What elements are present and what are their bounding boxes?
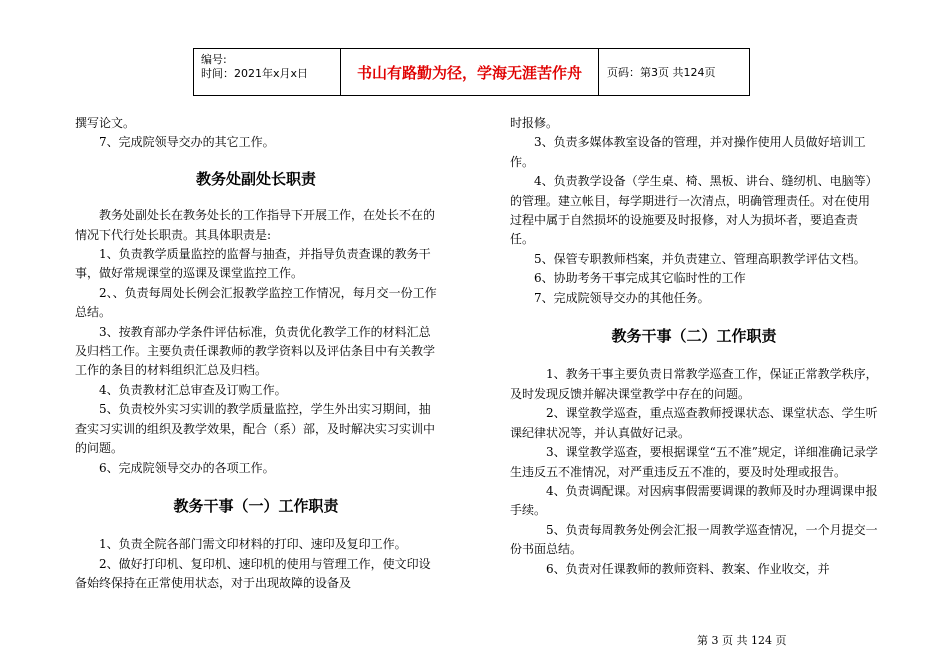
- paragraph: 4、负责教材汇总审查及订购工作。: [99, 382, 287, 397]
- paragraph: 1、教务干事主要负责日常教学巡查工作，保证正常教学秩序，及时发现反馈并解决课堂教学中存在的问题。: [510, 367, 878, 401]
- paragraph: 教务处副处长在教务处长的工作指导下开展工作，在处长不在的情况下代行处长职责。其具体职责是:: [75, 208, 436, 242]
- paragraph: 撰写论文。: [75, 116, 136, 130]
- header-page-label: 页码：第3页 共124页: [607, 66, 716, 79]
- paragraph: 1、负责教学质量监控的监督与抽查，并指导负责查课的教务干事，做好常规课堂的巡课及课堂监控工作。: [75, 247, 431, 281]
- paragraph: 2、课堂教学巡查，重点巡查教师授课状态、课堂状态、学生听课纪律状况等，并认真做好记录。: [510, 406, 878, 440]
- paragraph: 1、负责全院各部门需文印材料的打印、速印及复印工作。: [99, 537, 407, 552]
- section-title: 教务干事（一）工作职责: [173, 496, 339, 515]
- paragraph: 6、负责对任课教师的教师资料、教案、作业收交，并: [546, 561, 830, 576]
- left-column: [75, 114, 437, 594]
- paragraph: 3、按教育部办学条件评估标准，负责优化教学工作的材料汇总及归档工作。主要负责任课教师的教学资料以及评估条目中有关教学工作的条目的材料组织汇总及归档。: [75, 324, 436, 378]
- header-table: [193, 48, 750, 96]
- right-column: [510, 114, 878, 579]
- paragraph: 5、保管专职教师档案，并负责建立、管理高职教学评估文档。: [534, 251, 866, 266]
- paragraph: 4、负责调配课。对因病事假需要调课的教师及时办理调课申报手续。: [510, 483, 878, 518]
- paragraph: 2、做好打印机、复印机、速印机的使用与管理工作，使文印设备始终保持在正常使用状态，对于出现故障的设备及: [75, 556, 431, 591]
- paragraph: 6、完成院领导交办的各项工作。: [99, 460, 275, 475]
- paragraph: 4、负责教学设备（学生桌、椅、黑板、讲台、缝纫机、电脑等）的管理。建立帐目，每学期进行一次清点，明确管理责任。对在使用过程中属于自然损坏的设施要及时报修，对人为损坏者，要追查责任。: [510, 174, 878, 247]
- header-meta-cell: [194, 49, 341, 95]
- section-title: 教务处副处长职责: [195, 169, 316, 188]
- number-label: 编号:: [201, 53, 227, 66]
- paragraph: 7、完成院领导交办的其它工作。: [99, 135, 275, 150]
- header-motto: 书山有路勤为径，学海无涯苦作舟: [341, 49, 599, 95]
- paragraph: 6、协助考务干事完成其它临时性的工作: [534, 271, 746, 286]
- paragraph: 5、负责每周教务处例会汇报一周教学巡查情况，一个月提交一份书面总结。: [510, 522, 878, 557]
- paragraph: 2、、负责每周处长例会汇报教学监控工作情况，每月交一份工作总结。: [75, 285, 437, 320]
- paragraph: 3、课堂教学巡查，要根据课堂“五不准”规定，详细准确记录学生违反五不准情况，对严重违反五不准的，要及时处理或报告。: [510, 445, 878, 479]
- paragraph: 7、完成院领导交办的其他任务。: [534, 290, 710, 305]
- paragraph: 5、负责校外实习实训的教学质量监控，学生外出实习期间，抽查实习实训的组织及教学效果，配合（系）部，及时解决实习实训中的问题。: [75, 402, 436, 456]
- page-footer: 第 3 页 共 124 页: [697, 634, 787, 647]
- time-label: 时间：2021年x月x日: [201, 67, 309, 80]
- paragraph: 3、负责多媒体教室设备的管理，并对操作使用人员做好培训工作。: [510, 135, 866, 169]
- paragraph: 时报修。: [510, 116, 559, 130]
- section-title: 教务干事（二）工作职责: [611, 327, 777, 346]
